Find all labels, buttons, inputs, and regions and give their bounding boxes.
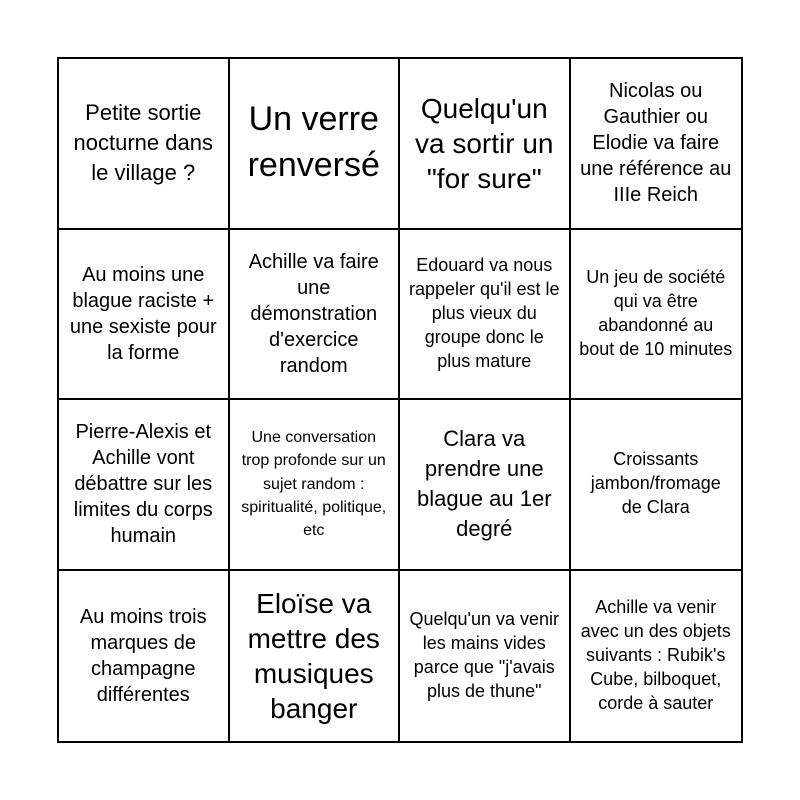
bingo-card [57,57,743,743]
bingo-cell[interactable] [59,400,230,571]
bingo-cell-text: Pierre-Alexis et Achille vont débattre sur les limites du corps humain [73,421,213,548]
bingo-cell-text: Un verre renversé [247,100,380,185]
bingo-cell-text: Edouard va nous rappeler qu'il est le plus vieux du groupe donc le plus mature [408,254,560,371]
bingo-cell-text: Achille va faire une démonstration d'exercice random [248,250,379,377]
bingo-cell-text: Eloïse va mettre des musiques banger [247,587,380,724]
bingo-cell-text: Nicolas ou Gauthier ou Elodie va faire une référence au IIIe Reich [580,80,732,207]
bingo-cell[interactable] [571,230,742,401]
bingo-cell-text: Au moins une blague raciste + une sexiste pour la forme [69,263,217,364]
bingo-cell[interactable] [59,230,230,401]
bingo-cell-text: Quelqu'un va sortir un "for sure" [415,92,554,194]
bingo-cell[interactable] [230,571,401,742]
bingo-cell[interactable] [400,59,571,230]
bingo-cell[interactable] [571,400,742,571]
bingo-cell[interactable] [230,230,401,401]
bingo-cell-text: Une conversation trop profonde sur un sujet random : spiritualité, politique, etc [241,429,387,540]
bingo-cell[interactable] [571,571,742,742]
bingo-cell-text: Achille va venir avec un des objets suivants : Rubik's Cube, bilboquet, corde à sauter [580,596,731,713]
bingo-cell[interactable] [230,400,401,571]
bingo-cell-text: Clara va prendre une blague au 1er degré [416,426,552,542]
bingo-cell[interactable] [400,400,571,571]
bingo-cell[interactable] [59,59,230,230]
bingo-cell[interactable] [400,230,571,401]
bingo-cell-text: Au moins trois marques de champagne différentes [79,605,207,706]
bingo-cell-text: Petite sortie nocturne dans le village ? [73,100,213,186]
bingo-cell-text: Croissants jambon/fromage de Clara [590,449,721,518]
bingo-cell[interactable] [59,571,230,742]
bingo-cell[interactable] [400,571,571,742]
bingo-cell[interactable] [571,59,742,230]
bingo-cell[interactable] [230,59,401,230]
bingo-cell-text: Un jeu de société qui va être abandonné au bout de 10 minutes [579,266,733,359]
bingo-cell-text: Quelqu'un va venir les mains vides parce que "j'avais plus de thune" [409,608,560,701]
